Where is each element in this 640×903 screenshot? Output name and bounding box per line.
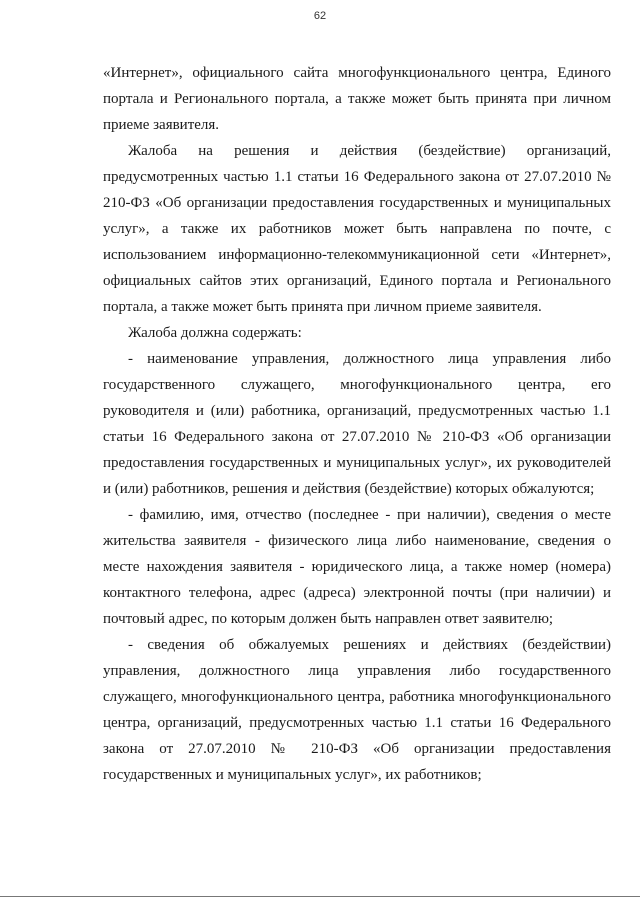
page-bottom-border: [0, 896, 640, 897]
paragraph-6: - сведения об обжалуемых решениях и действиях (бездействии) управления, должностного лица управления либо государственного служащего, многофункционального центра, работника многофункционального центра, организаций, предусмотренных частью 1.1 статьи 16 Федерального закона от 27.07.2010 № 210-ФЗ «Об организации предоставления государственных и муниципальных услуг», их работников;: [103, 637, 611, 783]
document-body: [103, 60, 611, 788]
paragraph-1: «Интернет», официального сайта многофункционального центра, Единого портала и Регионального портала, а также может быть принята при личном приеме заявителя.: [103, 65, 611, 133]
page-number: 62: [313, 10, 327, 22]
paragraph-3: Жалоба должна содержать:: [128, 325, 302, 341]
paragraph-5: - фамилию, имя, отчество (последнее - при наличии), сведения о месте жительства заявителя - физического лица либо наименование, сведения о месте нахождения заявителя - юридического лица, а также номер (номера) контактного телефона, адрес (адреса) электронной почты (при наличии) и почтовый адрес, по которым должен быть направлен ответ заявителю;: [103, 507, 611, 627]
paragraph-4: - наименование управления, должностного лица управления либо государственного служащего, многофункционального центра, его руководителя и (или) работника, организаций, предусмотренных частью 1.1 статьи 16 Федерального закона от 27.07.2010 № 210-ФЗ «Об организации предоставления государственных и муниципальных услуг», их руководителей и (или) работников, решения и действия (бездействие) которых обжалуются;: [103, 351, 611, 497]
paragraph-2: Жалоба на решения и действия (бездействие) организаций, предусмотренных частью 1.1 статьи 16 Федерального закона от 27.07.2010 № 210-ФЗ «Об организации предоставления государственных и муниципальных услуг», а также их работников может быть направлена по почте, с использованием информационно-телекоммуникационной сети «Интернет», официальных сайтов этих организаций, Единого портала и Регионального портала, а также может быть принята при личном приеме заявителя.: [103, 143, 611, 315]
